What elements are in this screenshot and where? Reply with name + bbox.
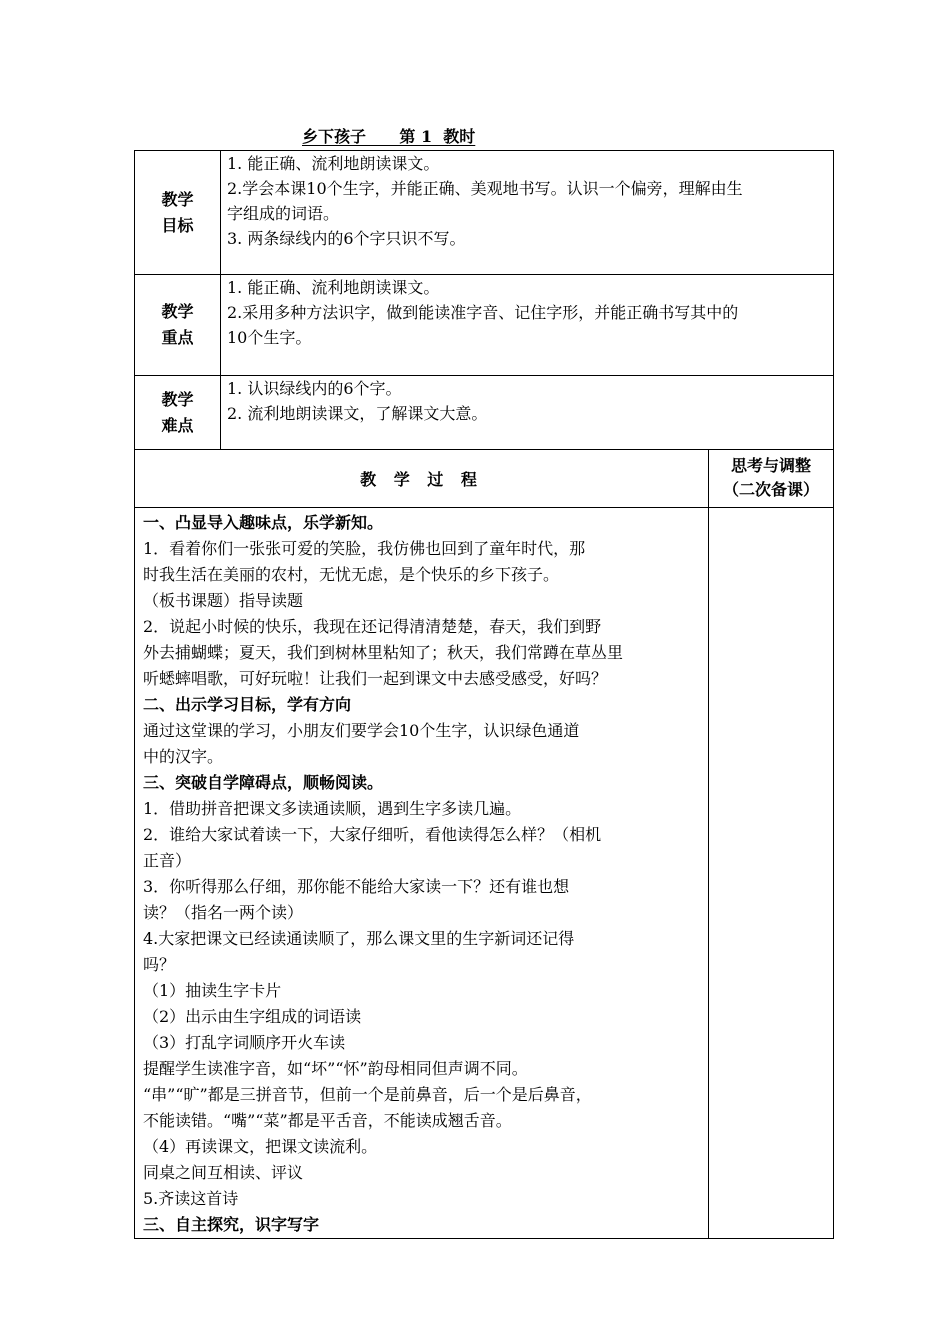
difficulty-line: 1. 认识绿线内的6个字。 — [227, 379, 402, 398]
process-line: 提醒学生读准字音，如“坏”“怀”韵母相同但声调不同。 — [143, 1059, 528, 1078]
process-line: （4）再读课文，把课文读流利。 — [143, 1137, 378, 1156]
section-heading: 三、自主探究，识字写字 — [143, 1215, 320, 1234]
process-line: 吗？ — [143, 955, 176, 974]
process-line: 读？（指名一两个读） — [143, 903, 304, 922]
key-point-line: 2.采用多种方法识字，做到能读准字音、记住字形，并能正确书写其中的 — [227, 303, 739, 322]
key-point-line: 1. 能正确、流利地朗读课文。 — [227, 278, 440, 297]
process-line: 不能读错。“嘴”“菜”都是平舌音，不能读成翘舌音。 — [143, 1111, 512, 1130]
process-line: （板书课题）指导读题 — [143, 591, 304, 610]
objective-line: 1. 能正确、流利地朗读课文。 — [227, 154, 440, 173]
objectives-row — [135, 151, 834, 275]
process-line: 5.齐读这首诗 — [143, 1189, 239, 1208]
key-points-label: 教学 重点 — [135, 275, 221, 376]
process-line: 时我生活在美丽的农村，无忧无虑，是个快乐的乡下孩子。 — [143, 565, 560, 584]
key-point-line: 10个生字。 — [227, 328, 312, 347]
process-line: 外去捕蝴蝶；夏天，我们到树林里粘知了；秋天，我们常蹲在草丛里 — [143, 643, 624, 662]
objective-line: 字组成的词语。 — [227, 204, 340, 223]
difficulties-label: 教学 难点 — [135, 376, 221, 450]
process-line: “串”“旷”都是三拼音节，但前一个是前鼻音，后一个是后鼻音， — [143, 1085, 592, 1104]
process-line: 4.大家把课文已经读通读顺了，那么课文里的生字新词还记得 — [143, 929, 575, 948]
section-heading: 三、突破自学障碍点，顺畅阅读。 — [143, 773, 384, 792]
process-line: 同桌之间互相读、评议 — [143, 1163, 304, 1182]
process-line: （3）打乱字词顺序开火车读 — [143, 1033, 346, 1052]
difficulties-row — [135, 376, 834, 450]
process-line: 通过这堂课的学习，小朋友们要学会10个生字，认识绿色通道 — [143, 721, 580, 740]
process-body-row — [135, 508, 834, 1239]
process-line: 2．说起小时候的快乐，我现在还记得清清楚楚，春天，我们到野 — [143, 617, 602, 636]
page-title: 乡下孩子 第 1 教时 — [302, 127, 476, 146]
section-heading: 二、出示学习目标，学有方向 — [143, 695, 352, 714]
difficulties-content — [221, 376, 834, 450]
process-line: 中的汉字。 — [143, 747, 224, 766]
objectives-label: 教学 目标 — [135, 151, 221, 275]
difficulty-line: 2. 流利地朗读课文，了解课文大意。 — [227, 404, 488, 423]
process-content — [135, 508, 709, 1239]
objective-line: 2.学会本课10个生字，并能正确、美观地书写。认识一个偏旁，理解由生 — [227, 179, 743, 198]
objective-line: 3. 两条绿线内的6个字只识不写。 — [227, 229, 466, 248]
process-header: 教 学 过 程 — [135, 450, 709, 508]
process-header-row — [135, 450, 834, 508]
adjustment-header: 思考与调整 （二次备课） — [709, 450, 834, 508]
key-points-row — [135, 275, 834, 376]
process-line: （1）抽读生字卡片 — [143, 981, 282, 1000]
process-line: 听蟋蟀唱歌，可好玩啦！让我们一起到课文中去感受感受，好吗？ — [143, 669, 608, 688]
process-line: 2．谁给大家试着读一下，大家仔细听，看他读得怎么样？（相机 — [143, 825, 602, 844]
lesson-plan-table — [134, 150, 834, 1239]
process-line: 1．借助拼音把课文多读通读顺，遇到生字多读几遍。 — [143, 799, 522, 818]
process-line: （2）出示由生字组成的词语读 — [143, 1007, 362, 1026]
process-line: 1．看着你们一张张可爱的笑脸，我仿佛也回到了童年时代，那 — [143, 539, 586, 558]
process-line: 3．你听得那么仔细，那你能不能给大家读一下？还有谁也想 — [143, 877, 570, 896]
adjustment-notes-cell — [709, 508, 834, 1239]
objectives-content — [221, 151, 834, 275]
section-heading: 一、凸显导入趣味点，乐学新知。 — [143, 513, 384, 532]
key-points-content — [221, 275, 834, 376]
process-line: 正音） — [143, 851, 192, 870]
